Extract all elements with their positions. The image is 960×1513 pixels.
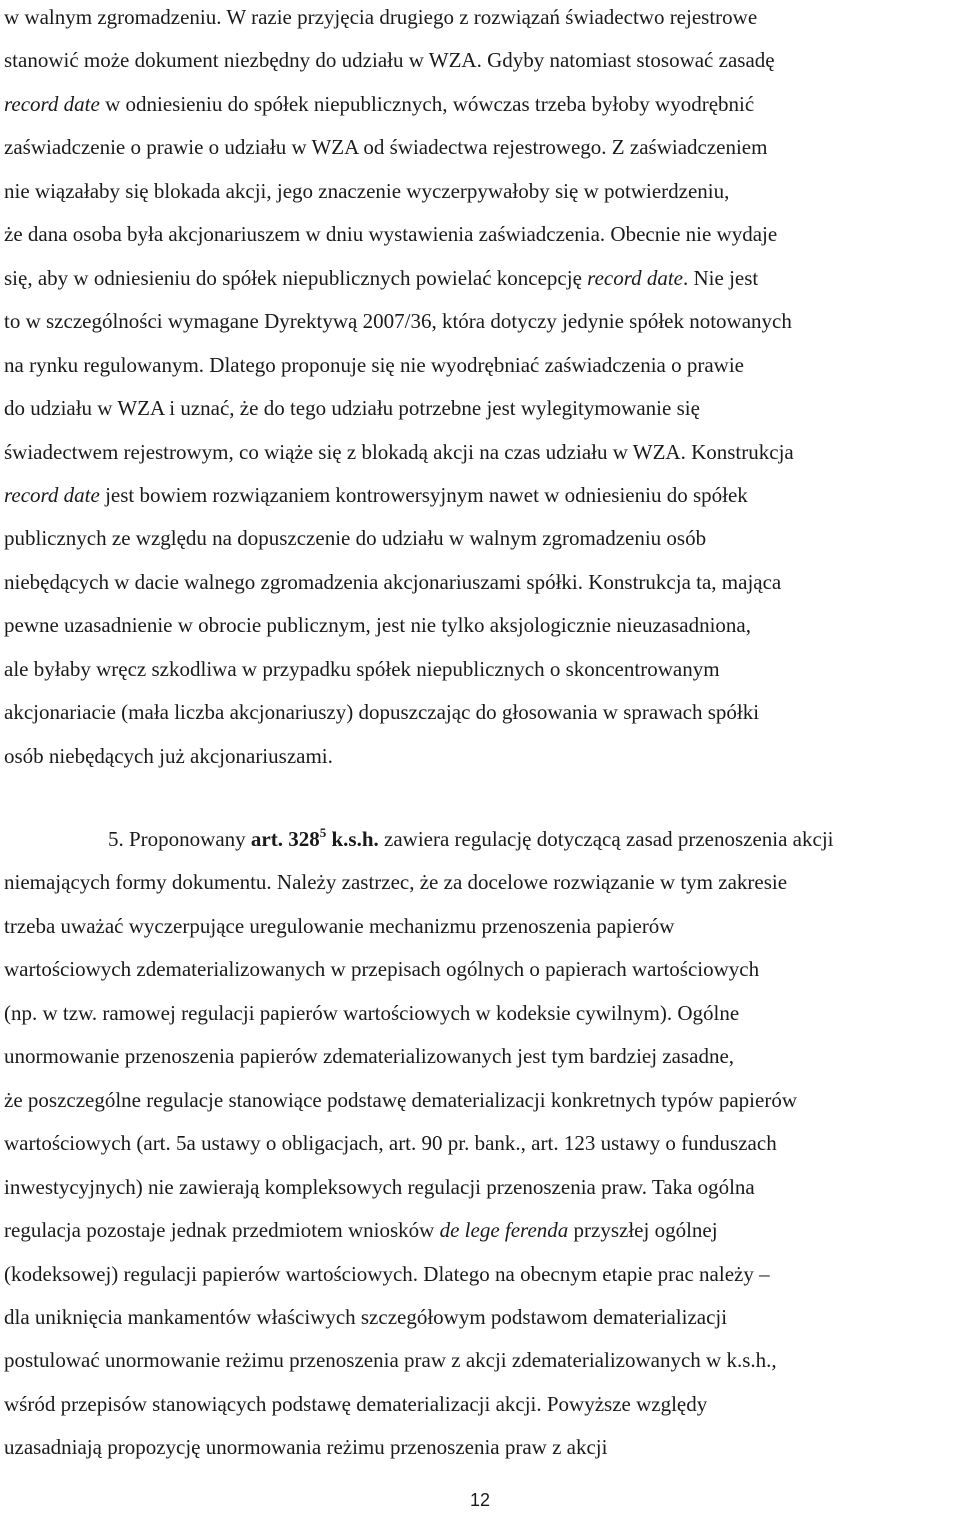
text-segment: wartościowych zdematerializowanych w przepisach ogólnych o papierach wartościowych: [4, 957, 760, 982]
text-segment: przyszłej ogólnej: [568, 1218, 718, 1243]
text-segment: (kodeksowej) regulacji papierów wartościowych. Dlatego na obecnym etapie prac należy –: [4, 1261, 770, 1286]
text-line: [4, 176, 956, 206]
text-segment: publicznych ze względu na dopuszczenie do udziału w walnym zgromadzeniu osób: [4, 526, 707, 551]
text-segment: record date: [4, 482, 100, 507]
text-segment: że poszczególne regulacje stanowiące podstawę dematerializacji konkretnych typów papierów: [4, 1087, 797, 1112]
superscript: 5: [319, 825, 327, 840]
text-segment: dla uniknięcia mankamentów właściwych szczegółowym podstawom dematerializacji: [4, 1304, 728, 1329]
text-line: [4, 45, 956, 75]
text-segment: w odniesieniu do spółek niepublicznych, wówczas trzeba byłoby wyodrębnić: [99, 91, 755, 116]
text-segment: wartościowych (art. 5a ustawy o obligacjach, art. 90 pr. bank., art. 123 ustawy o funduszach: [4, 1131, 777, 1156]
text-segment: zaświadczenie o prawie o udziału w WZA od świadectwa rejestrowego. Z zaświadczeniem: [4, 135, 768, 160]
text-segment: record date: [587, 265, 684, 290]
text-segment: stanowić może dokument niezbędny do udziału w WZA. Gdyby natomiast stosować zasadę: [4, 48, 775, 73]
text-segment: 5. Proponowany: [108, 827, 251, 851]
text-segment: uzasadniają propozycję unormowania reżimu przenoszenia praw z akcji: [4, 1435, 608, 1460]
text-line: [4, 523, 956, 553]
text-segment: niemających formy dokumentu. Należy zastrzec, że za docelowe rozwiązanie w tym zakresie: [4, 870, 788, 895]
text-segment: to w szczególności wymagane Dyrektywą 2007/36, która dotyczy jedynie spółek notowanych: [4, 309, 792, 334]
text-line: [4, 1432, 956, 1462]
text-segment: unormowanie przenoszenia papierów zdematerializowanych jest tym bardziej zasadne,: [4, 1044, 735, 1069]
text-segment: inwestycyjnych) nie zawierają kompleksowych regulacji przenoszenia praw. Taka ogólna: [4, 1174, 755, 1199]
text-line: [4, 1085, 956, 1115]
text-line: [4, 1215, 956, 1245]
text-line: [4, 697, 956, 727]
text-segment: że dana osoba była akcjonariuszem w dniu wystawienia zaświadczenia. Obecnie nie wydaje: [4, 222, 778, 247]
text-segment: na rynku regulowanym. Dlatego proponuje się nie wyodrębniać zaświadczenia o prawie: [4, 352, 744, 377]
text-line: [4, 867, 956, 897]
text-line: [4, 306, 956, 336]
text-segment: trzeba uważać wyczerpujące uregulowanie mechanizmu przenoszenia papierów: [4, 913, 675, 938]
text-segment: art. 328: [250, 827, 320, 851]
text-line: [4, 1389, 956, 1419]
text-segment: postulować unormowanie reżimu przenoszenia praw z akcji zdematerializowanych w k.s.h.,: [4, 1348, 777, 1373]
page-number: 12: [469, 1490, 491, 1510]
text-segment: zawiera regulację dotyczącą zasad przenoszenia akcji: [378, 827, 834, 851]
text-line: [4, 1302, 956, 1332]
text-line: [108, 824, 956, 854]
text-segment: do udziału w WZA i uznać, że do tego udziału potrzebne jest wylegitymowanie się: [4, 396, 700, 421]
text-segment: regulacja pozostaje jednak przedmiotem wniosków: [4, 1218, 440, 1243]
text-segment: pewne uzasadnienie w obrocie publicznym, jest nie tylko aksjologicznie nieuzasadniona,: [4, 613, 752, 638]
text-segment: nie wiązałaby się blokada akcji, jego znaczenie wyczerpywałoby się w potwierdzeniu,: [4, 178, 730, 203]
text-segment: . Nie jest: [683, 265, 759, 290]
text-line: [4, 1345, 956, 1375]
text-line: [4, 393, 956, 423]
text-segment: (np. w tzw. ramowej regulacji papierów wartościowych w kodeksie cywilnym). Ogólne: [4, 1000, 740, 1025]
text-line: [4, 1172, 956, 1202]
text-line: [4, 89, 956, 119]
text-line: [4, 350, 956, 380]
text-segment: de lege ferenda: [439, 1218, 569, 1243]
text-line: [4, 567, 956, 597]
text-segment: niebędących w dacie walnego zgromadzenia akcjonariuszami spółki. Konstrukcja ta, mająca: [4, 569, 782, 594]
text-line: [4, 219, 956, 249]
text-line: [4, 654, 956, 684]
text-line: [4, 741, 956, 771]
text-line: [4, 132, 956, 162]
text-line: [4, 480, 956, 510]
text-segment: w walnym zgromadzeniu. W razie przyjęcia drugiego z rozwiązań świadectwo rejestrowe: [4, 5, 758, 29]
text-line: [4, 1041, 956, 1071]
text-segment: akcjonariacie (mała liczba akcjonariuszy) dopuszczając do głosowania w sprawach spółki: [4, 700, 760, 725]
text-line: [4, 998, 956, 1028]
text-line: [4, 610, 956, 640]
text-line: [4, 954, 956, 984]
text-segment: świadectwem rejestrowym, co wiąże się z blokadą akcji na czas udziału w WZA. Konstrukcja: [4, 439, 794, 464]
text-line: [4, 911, 956, 941]
text-line: [4, 263, 956, 293]
text-segment: jest bowiem rozwiązaniem kontrowersyjnym nawet w odniesieniu do spółek: [99, 482, 748, 507]
text-segment: się, aby w odniesieniu do spółek niepublicznych powielać koncepcję: [4, 265, 588, 290]
text-line: [4, 1259, 956, 1289]
text-line: [4, 437, 956, 467]
text-segment: ale byłaby wręcz szkodliwa w przypadku spółek niepublicznych o skoncentrowanym: [4, 656, 720, 681]
text-segment: k.s.h.: [326, 827, 379, 851]
text-segment: wśród przepisów stanowiących podstawę dematerializacji akcji. Powyższe względy: [4, 1391, 708, 1416]
text-segment: record date: [4, 91, 100, 116]
text-line: [4, 2, 956, 32]
text-line: [4, 1128, 956, 1158]
text-segment: osób niebędących już akcjonariuszami.: [4, 743, 333, 768]
